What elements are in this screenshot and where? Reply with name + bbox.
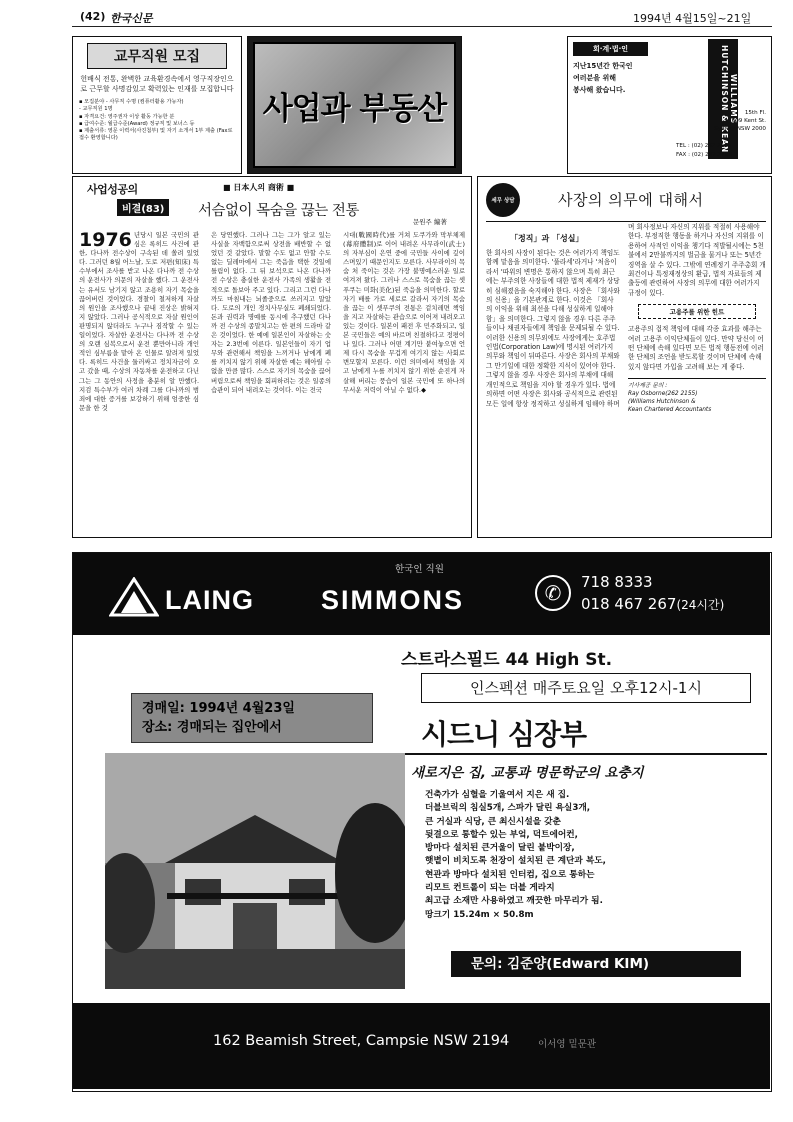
article-column-2 (211, 231, 331, 533)
inspection-time: 인스펙션 매주토요일 오후12시-1시 (421, 673, 751, 703)
contributor-firm-2: Kean Chartered Accountants (628, 407, 712, 414)
ad-top-banner (73, 553, 770, 635)
header-rule (72, 26, 772, 27)
employer-hint-label: 고용주를 위한 힌트 (638, 304, 756, 319)
accounting-line: 여러분을 위해 (573, 74, 617, 82)
lead-number: 1976 (79, 231, 132, 251)
accounting-tagline: 회·계·법·인 (573, 42, 648, 56)
accounting-address-line: 15th Fl. (744, 110, 766, 116)
article-kicker: ■ 日本人의 商術 ■ (223, 183, 295, 192)
article-column-3 (343, 231, 465, 533)
contact-button[interactable]: 문의: 김준양(Edward KIM) (451, 951, 741, 977)
listing-address: 스트라스필드 44 High St. (401, 650, 613, 670)
feature-item: 건축가가 심혈을 기울여서 지은 새 집. (425, 790, 570, 800)
house-illustration (105, 753, 405, 989)
recruit-intro: 헌배식 전통, 완벽한 교육환경속에서 영구직장인으로 근무할 사명감있고 확력있는 인재를 모집합니다 (80, 75, 234, 93)
issue-date: 1994년 4월15일~21일 (633, 12, 752, 25)
article-column-1 (79, 231, 199, 533)
recruit-title: 교무직원 모집 (87, 43, 227, 69)
phone-icon: ✆ (535, 575, 571, 611)
article-ceo-duty (477, 176, 772, 538)
feature-item: 뒷결으로 통할수 있는 부엌, 덕트에어컨, (425, 829, 578, 840)
recruit-detail-line: ▪ 급여수준: 월급수준(Award) 정규직 및 보너스 등 (79, 120, 195, 127)
article-byline: 문원주 編著 (413, 218, 447, 226)
tax-badge: 세무 상담 (486, 183, 520, 217)
accounting-line: 지난15년간 한국인 (573, 62, 633, 70)
feature-item: 햇볕이 비치도록 천장이 설치된 큰 계단과 복도, (425, 856, 606, 867)
brand-simmons: SIMMONS (321, 585, 465, 615)
house-photo (105, 753, 405, 989)
article-headline: 서슴없이 목숨을 끊는 전통 (198, 203, 359, 219)
accounting-address-line: Sydney NSW 2000 (714, 126, 766, 132)
article-col3-text: 시대(戰國時代)를 거쳐 도쿠가와 막부체제(幕府體制)로 이어 내려온 사무라이(武士)의 자부심이 은연 중에 국민들 사이에 깊이 스며있기 때문인지도 모른다. 사무라이의 목숨 처 죽이는 것은 가장 불명예스러운 일로 여겨져 왔다. 그러나 스스로 목숨을 끊는 셋푸쿠는 미화(美化)된 죽음을 의미한다. 할로 자기 배를 가로 세로로 갈라서 자기의 목숨을 끊는 이 셋푸쿠의 전통은 겉치레면 책임을 지고 자살하는 관습으로 이어져 내려오고 있는 것이다. 일본이 패전 후 민주화되고, 일본 국민들은 예의 바르며 친절하다고 정평이 나 있다. 그러나 어떤 계기만 붙여놓으면 언제 다시 목숨을 무겁게 여기지 않는 사회로 변모할지 모른다. 이런 의미에서 책임을 지고 남에게 누를 끼치지 않기 위한 순진게 자살해 버리는 풍습이 일본 국민에 또 하나의 무서운 저력이 아닐 수 없다.◆ (343, 231, 465, 394)
footer-note: 이서영 밑문관 (538, 1039, 597, 1050)
article2-col1-text: 한 회사의 사장이 된다는 것은 여러가지 책임도 함께 맡음을 의미한다. '풀라세'라거나 '처음이라서 '따위의 변명은 통하지 않으며 특히 최근에는 부주의한 사장들에 대한 법적 제재가 상당히 심해졌음을 숙지해야 한다. 사장은 「회사와의 신용」을 기본관계로 한다. 이것은 「회사의 이익을 위해 최선을 다해 성실하게 일해야 함」을 의미한다. 그렇지 않을 경우 다른 주주들이나 채권자들에게 책임을 문제되될 수 있다. 이러한 신용의 의무외에도 사장에게는 호주법인법(Corporation Law)에 명시된 여러가지 의무와 책임이 뒤따른다. 사장은 회사의 부채와 그 만기일에 대한 정확한 지식이 있어야 한다. 그렇지 않을 경우 사장은 회사의 부채에 대해 개인적으로 책임을 지야 할 경우가 있다. 법에 의하면 어떤 사장은 회사와 공식적으로 관련된 모든 일에 항상 정직하고 성실하게 임해야 하며 (486, 249, 620, 408)
suburb-heading: 시드니 심장부 (421, 718, 587, 751)
accounting-fax: FAX : (02) 262 2190 (676, 152, 732, 158)
article2-subhead: 「정직」과 「성실」 (510, 234, 584, 243)
feature-item: 최고급 소재만 사용하였고 깨끗한 마무리가 됨. (425, 896, 603, 907)
feature-item: 방마다 설치된 큰거울이 달린 붙박이장, (425, 843, 575, 854)
laing-simmons-ad (72, 552, 772, 1092)
phone-mobile (581, 595, 724, 613)
recruit-detail-line: ▪ 제출서류: 영문 이력서(사진첨부) 및 자기 소개서 1부 제출 (Fax로 접수 환영합니다) (79, 128, 233, 142)
article-col2-text: 은 당연했다. 그러나 그는 그가 알고 있는 사실을 자백함으로써 상전을 배반할 수 없었던 것 같았다. 말할 수도 없고 안할 수도 없는 딜레마에서 그는 죽음을 택한 것일에 틀림이 없다. 그 뒤 보석으로 나온 다나까 전 수상은 충실한 운전사 가족의 생활을 전적으로 돌보아 주고 있다. 그리고 그런 다나까도 마침내는 뇌졸중으로 쓰러지고 말았다. 도로의 개인 경치사무실도 폐쇄되었다. 돈과 권력과 명예를 동시에 추구했던 다나까 전 수상의 종말치고는 한 편의 드라마 같은 것이었다. 한 예에 일본인이 자살하는 숫자는 2.3번에 이른다. 일본인들이 자기 업무와 관련해서 책임을 느끼거나 남에게 폐를 끼치지 않기 위해 자살한 예는 헤아릴 수 없을 만큼 많다. 스스로 자기의 목숨을 끊어버림으로써 책임을 회피하려는 것은 일종의 습관이 되어 내려오는 것이다. 이는 전국 (211, 231, 331, 394)
recruit-details (79, 99, 235, 143)
article2-column-1 (486, 249, 620, 533)
accounting-address-line: 309 Kent St. (731, 118, 766, 124)
contributor-name: Ray Osborne(262 2155) (628, 391, 698, 398)
article-col1-text: 년당시 일본 국민의 관심은 록히드 사건에 관한, 다나까 전수상이 구속된 데 쏠려 있었다. 그러던 8월 어느날, 도로 저편(知床) 특수부에서 조사를 받고 나온 다나까 전 수상의 운전사가 의문의 자살을 했다. 그 운전사는 유서도 남기지 않고 조용히 자기 목숨을 끊어버린 것이었다. 경찰이 철저하게 자살의 원인을 조사했으나 끝내 진상은 밝혀지지 않았다. 그러나 공식적으로 자살 원인이 판명되지 않더라도 누구나 짐작할 수 있는 일이었다. 자살한 운전사는 다나까 전 수상의 오랜 심복으로서 운전 뿐만아니라 개인적인 심부름을 맡아 온 인물로 알려져 있었다. 록히드 사건을 둘러싸고 정치자금이 오고 갔을 때, 수상의 자동차를 운전하고 다닌 그는 그 동안의 사정을 충분히 알 만했다. 지검 특수부가 여러 차례 그를 다나까의 범죄에 대한 증거를 보강하기 위해 엄중한 심문을 한 것 (79, 231, 199, 412)
feature-list (425, 789, 765, 922)
realestate-banner (247, 36, 462, 174)
article2-contributor (628, 378, 766, 414)
recruit-detail-line: ▪ 자격요건: 영주권자 이상 활동 가능한 분 (79, 113, 175, 120)
series-title: 사업성공의 (87, 183, 138, 196)
article2-col2-text: 며 회사정보나 자신의 지위를 적절히 사용해야 한다. 부정직한 행동을 하거나 자신의 지위를 이용하여 사적인 이익을 챙기다 적발될시에는 5천불에서 2만불까지의 벌금을 물거나 또는 5년간 징역을 살 수 있다. 그밖에 연례정기 주주총회 개최건이나 특정재정상의 환급, 법적 자료들의 제출등에 관련하여 사장의 의무에 대한 여러가지 규정이 있다. (628, 223, 766, 297)
article-business-secrets (72, 176, 472, 538)
article2-column-2 (628, 223, 766, 533)
accounting-ad (567, 36, 772, 174)
recruit-ad (72, 36, 242, 174)
tagline-rule (403, 753, 767, 755)
article2-headline: 사장의 의무에 대해서 (558, 191, 704, 209)
recruit-detail-line: ▪ 모집분야 - 사무직 수명 (컴퓨터활용 가능자) (79, 99, 184, 105)
feature-item: 현관과 방마다 설치된 인터컴, 집으로 통하는 (425, 869, 595, 880)
laing-logo-icon (109, 577, 159, 617)
contributor-label: 기사제공 문의 : (628, 383, 668, 390)
feature-item: 리모트 컨트롤이 되는 더블 게라지 (425, 883, 555, 894)
accounting-line: 봉사해 왔습니다. (573, 86, 626, 94)
phone-mobile-note: (24시간) (676, 598, 725, 612)
realestate-banner-title: 사업과 부동산 (262, 90, 447, 127)
feature-item: 더블브릭의 침실5개, 스파가 달린 욕실3개, (425, 803, 591, 814)
brand-laing: LAING (165, 585, 254, 615)
article2-rule (486, 221, 766, 222)
recruit-detail-line: - 교무직원 1명 (79, 106, 113, 113)
article2-col2b-text: 고용주의 접적 책임에 대해 각종 효과를 해주는 여러 고용주 이익단체들이 있다. 만약 당신이 어떤 단체에 속해 있다면 모든 법적 행동전에 이러한 단체의 조언을 받도록할 것이며 단체에 속해있지 않다면 가입을 고려해 보는 게 좋다. (628, 325, 764, 371)
korean-staff-tag: 한국인 직원 (395, 564, 444, 575)
footer-address: 162 Beamish Street, Campsie NSW 2194 (213, 1033, 510, 1049)
accounting-address (676, 109, 766, 133)
listing-tagline: 새로지은 집, 교통과 명문학군의 요충지 (411, 765, 644, 781)
phone-primary: 718 8333 (581, 573, 653, 591)
masthead: 한국신문 (110, 12, 153, 25)
feature-item: 큰 거실과 식당, 큰 최신시설을 갖춘 (425, 816, 561, 827)
accounting-tel: TEL : (02) 262 2155 (676, 143, 732, 149)
phone-mobile-number: 018 467 267 (581, 595, 677, 613)
contributor-firm-1: (Williams Hutchinson & (628, 399, 696, 406)
auction-date: 경매일: 1994년 4월23일 (142, 701, 295, 716)
ad-footer (73, 1003, 770, 1089)
accounting-firm-name: WILLIAMS HUTCHINSON & KEAN (708, 39, 738, 159)
auction-place: 장소: 경매되는 집안에서 (142, 720, 282, 735)
auction-box (131, 693, 373, 743)
page-number: (42) (80, 10, 106, 23)
feature-item: 땅크기 15.24m × 50.8m (425, 909, 534, 920)
series-number: 비결(83) (117, 199, 169, 216)
